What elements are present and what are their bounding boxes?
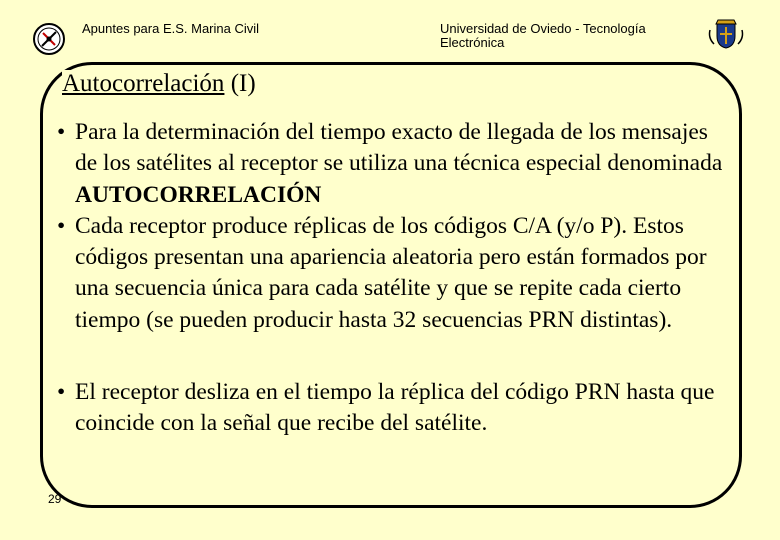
bullet-list-second [55,377,735,440]
bullet-text: Para la determinación del tiempo exacto de llegada de los mensajes de los satélites al receptor se utiliza una técnica especial denominada [75,119,723,177]
slide-title-suffix: (I) [224,70,256,97]
bullet-item: • Cada receptor produce réplicas de los códigos C/A (y/o P). Estos códigos presentan una apariencia aleatoria pero están formados por una secuencia única para cada satélite y que se repite cada cierto tiempo (se pueden producir hasta 32 secuencias PRN distintas). [55,211,735,336]
bullet-item: • El receptor desliza en el tiempo la réplica del código PRN hasta que coincide con la señal que recibe del satélite. [55,377,735,440]
bullet-list [55,117,735,336]
bullet-item [55,117,735,211]
header-right-text: Universidad de Oviedo - Tecnología Electrónica [440,22,646,50]
slide-title-main: Autocorrelación [62,70,225,97]
slide-title [62,70,262,98]
bullet-emphasis: AUTOCORRELACIÓN [75,181,322,208]
school-logo-icon [32,22,66,56]
university-crest-icon [706,16,746,50]
header-left-text: Apuntes para E.S. Marina Civil [82,21,260,36]
page-number: 29 [48,492,62,506]
